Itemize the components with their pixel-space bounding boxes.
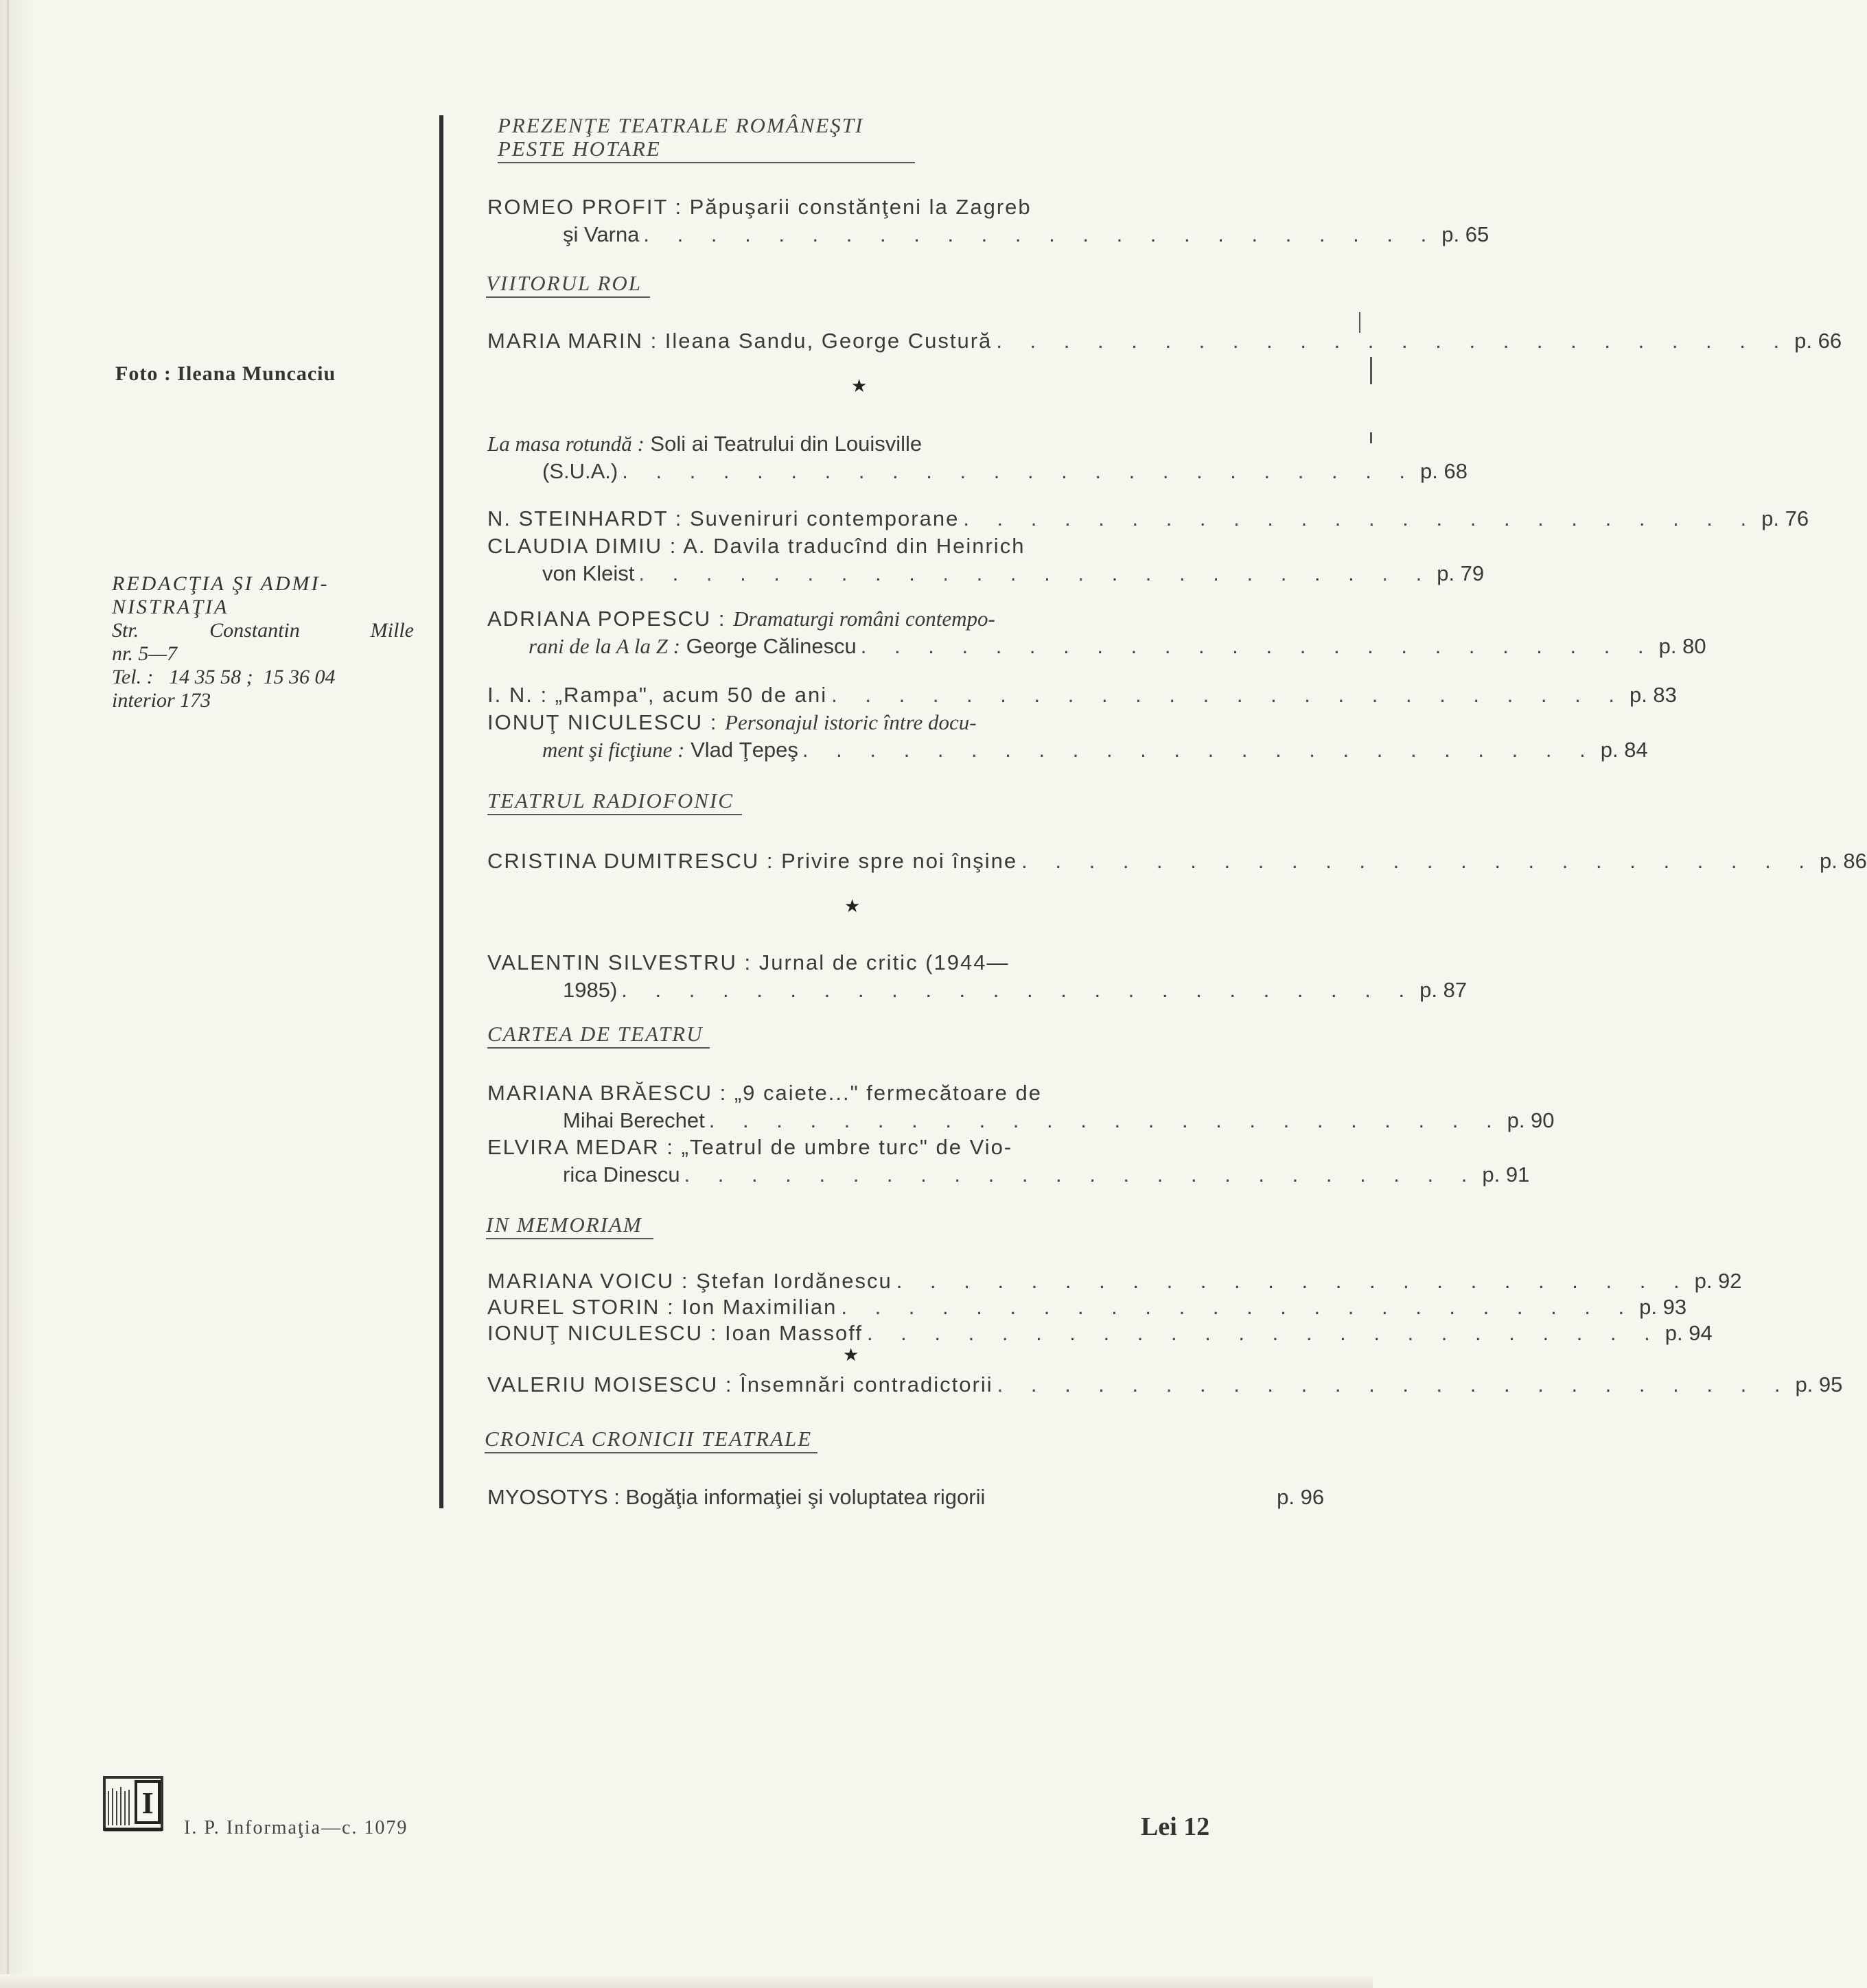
page-number: p. 68 [1420,459,1468,483]
section-heading: CARTEA DE TEATRU [487,1022,710,1049]
printer-imprint: I. P. Informaţia—c. 1079 [184,1817,408,1838]
street-name-2: Mille [370,619,414,642]
toc-entry [487,1320,1713,1347]
page-number: p. 65 [1441,222,1489,246]
entry-italic: Personajul istoric între docu- [725,710,977,734]
dot-leader: . . . . . . . . . . . . . . . . . . . . . . . . [831,683,1625,707]
entry-italic: Dramaturgi români contempo- [733,607,995,631]
entry-text: Soli ai Teatrului din Louisville [644,432,923,456]
section-heading: CRONICA CRONICII TEATRALE [485,1427,817,1453]
edge-mark [1370,357,1372,384]
entry-text: IONUŢ NICULESCU : Ioan Massoff [487,1321,863,1345]
section-heading: VIITORUL ROL [486,272,650,298]
entry-text: Mihai Berechet [563,1108,705,1132]
page-number: p. 80 [1658,634,1706,658]
dot-leader: . . . . . . . . . . . . . . . . . . . . . . . . [643,222,1438,246]
entry-text: AUREL STORIN : Ion Maximilian [487,1295,837,1319]
toc-entry [487,949,1468,1004]
entry-text: ELVIRA MEDAR : „Teatrul de umbre turc" de Vio- [487,1135,1013,1159]
toc-entry [487,709,1648,764]
toc-entry [487,194,1489,248]
entry-text: VALERIU MOISESCU : Însemnări contradictorii [487,1372,993,1396]
editorial-address [112,572,414,712]
address-phone: Tel. : 14 35 58 ; 15 36 04 [112,666,336,688]
entry-text: rica Dinescu [563,1162,680,1186]
dot-leader: . . . . . . . . . . . . . . . . . . . . . . . . [621,978,1416,1002]
toc-entry [487,1371,1843,1399]
entry-text: MARIA MARIN : Ileana Sandu, George Custură [487,329,993,353]
entry-text: CRISTINA DUMITRESCU : Privire spre noi înşine [487,849,1018,873]
page-number: p. 83 [1629,683,1677,707]
entry-text: von Kleist [542,561,635,585]
table-of-contents [480,0,1867,1578]
dot-leader: . . . . . . . . . . . . . . . . . . . . . . . . [622,459,1417,483]
page-number: p. 96 [1277,1485,1325,1509]
page-number: p. 90 [1507,1108,1555,1132]
dot-leader: . . . . . . . . . . . . . . . . . . . . . . . . [1021,849,1816,873]
page-number: p. 92 [1694,1269,1742,1293]
toc-entry [487,681,1677,709]
entry-text: MARIANA VOICU : Ştefan Iordănescu [487,1269,892,1293]
edge-mark [1370,432,1372,443]
entry-text: (S.U.A.) [542,459,618,483]
section-heading: IN MEMORIAM [486,1213,653,1239]
page-number: p. 86 [1819,849,1867,873]
page-number: p. 76 [1761,506,1809,530]
toc-entry [487,1079,1555,1134]
dot-leader: . . . . . . . . . . . . . . . . . . . . . . . . [802,738,1597,762]
page-number: p. 79 [1437,561,1485,585]
section-heading: PESTE HOTARE [498,137,915,163]
toc-entry [487,430,1468,485]
dot-leader: . . . . . . . . . . . . . . . . . . . . . . . . [997,1372,1791,1396]
entry-text: şi Varna [563,222,640,246]
entry-text: MYOSOTYS : Bogăţia informaţiei şi voluptatea rigorii [487,1485,986,1509]
entry-text: N. STEINHARDT : Suveniruri contemporane [487,506,960,530]
street-prefix: Str. [112,619,139,642]
page-left-edge [0,0,33,1988]
address-street [112,619,414,642]
entry-italic: rani de la A la Z : [529,634,681,658]
dot-leader [985,1484,1277,1511]
toc-entry [487,505,1809,533]
entry-text: VALENTIN SILVESTRU : Jurnal de critic (1944— [487,950,1010,974]
address-heading-1: REDACŢIA ŞI ADMI- [112,572,329,595]
page-number: p. 94 [1665,1321,1713,1345]
page-number: p. 93 [1639,1295,1687,1319]
street-name-1: Constantin [209,619,300,642]
toc-entry [487,1267,1742,1295]
address-interior: interior 173 [112,689,211,712]
toc-entry [487,533,1485,587]
entry-text: IONUŢ NICULESCU : [487,710,726,734]
entry-text: CLAUDIA DIMIU : A. Davila traducînd din Heinrich [487,534,1025,558]
section-heading: TEATRUL RADIOFONIC [487,789,742,815]
entry-text: George Călinescu [680,634,857,658]
page-number: p. 66 [1794,329,1842,353]
toc-entry [487,1294,1687,1321]
dot-leader: . . . . . . . . . . . . . . . . . . . . . . . . [996,329,1791,353]
star-separator: ★ [851,376,868,397]
page-number: p. 87 [1419,978,1468,1002]
svg-text:I: I [141,1786,154,1820]
printer-logo-icon [102,1770,165,1834]
section-heading: PREZENŢE TEATRALE ROMÂNEŞTI [498,113,864,137]
address-number: nr. 5—7 [112,642,178,665]
page-number: p. 91 [1482,1162,1530,1186]
entry-text: 1985) [563,978,618,1002]
column-divider [439,115,443,1508]
star-separator: ★ [844,896,861,917]
entry-text: ADRIANA POPESCU : [487,607,734,631]
toc-entry [487,605,1706,660]
binding-line [7,0,9,1988]
entry-text: ROMEO PROFIT : Păpuşarii constănţeni la Zagreb [487,195,1032,219]
entry-text: MARIANA BRĂESCU : „9 caiete..." fermecătoare de [487,1081,1042,1105]
dot-leader: . . . . . . . . . . . . . . . . . . . . . . . . [896,1269,1691,1293]
dot-leader: . . . . . . . . . . . . . . . . . . . . . . . . [860,634,1655,658]
page-bottom-edge [0,1974,1373,1988]
entry-italic: ment şi ficţiune : [542,738,685,762]
dot-leader: . . . . . . . . . . . . . . . . . . . . . . . . [841,1295,1636,1319]
toc-entry [487,327,1842,355]
toc-entry [487,847,1867,875]
toc-entry [487,1134,1530,1189]
dot-leader: . . . . . . . . . . . . . . . . . . . . . . . . [638,561,1433,585]
page-number: p. 84 [1600,738,1648,762]
star-separator: ★ [843,1345,859,1366]
dot-leader: . . . . . . . . . . . . . . . . . . . . . . . . [866,1321,1661,1345]
dot-leader: . . . . . . . . . . . . . . . . . . . . . . . . [963,506,1758,530]
photo-credit: Foto : Ileana Muncaciu [115,362,336,385]
toc-entry [487,1484,1325,1511]
dot-leader: . . . . . . . . . . . . . . . . . . . . . . . . [708,1108,1503,1132]
entry-text: I. N. : „Rampa", acum 50 de ani [487,683,828,707]
price-label: Lei 12 [1141,1812,1210,1841]
entry-italic: La masa rotundă : [487,432,645,456]
dot-leader: . . . . . . . . . . . . . . . . . . . . . . . . [684,1162,1478,1186]
page-number: p. 95 [1795,1372,1843,1396]
address-heading-2: NISTRAŢIA [112,596,229,618]
entry-text: Vlad Ţepeş [684,738,798,762]
